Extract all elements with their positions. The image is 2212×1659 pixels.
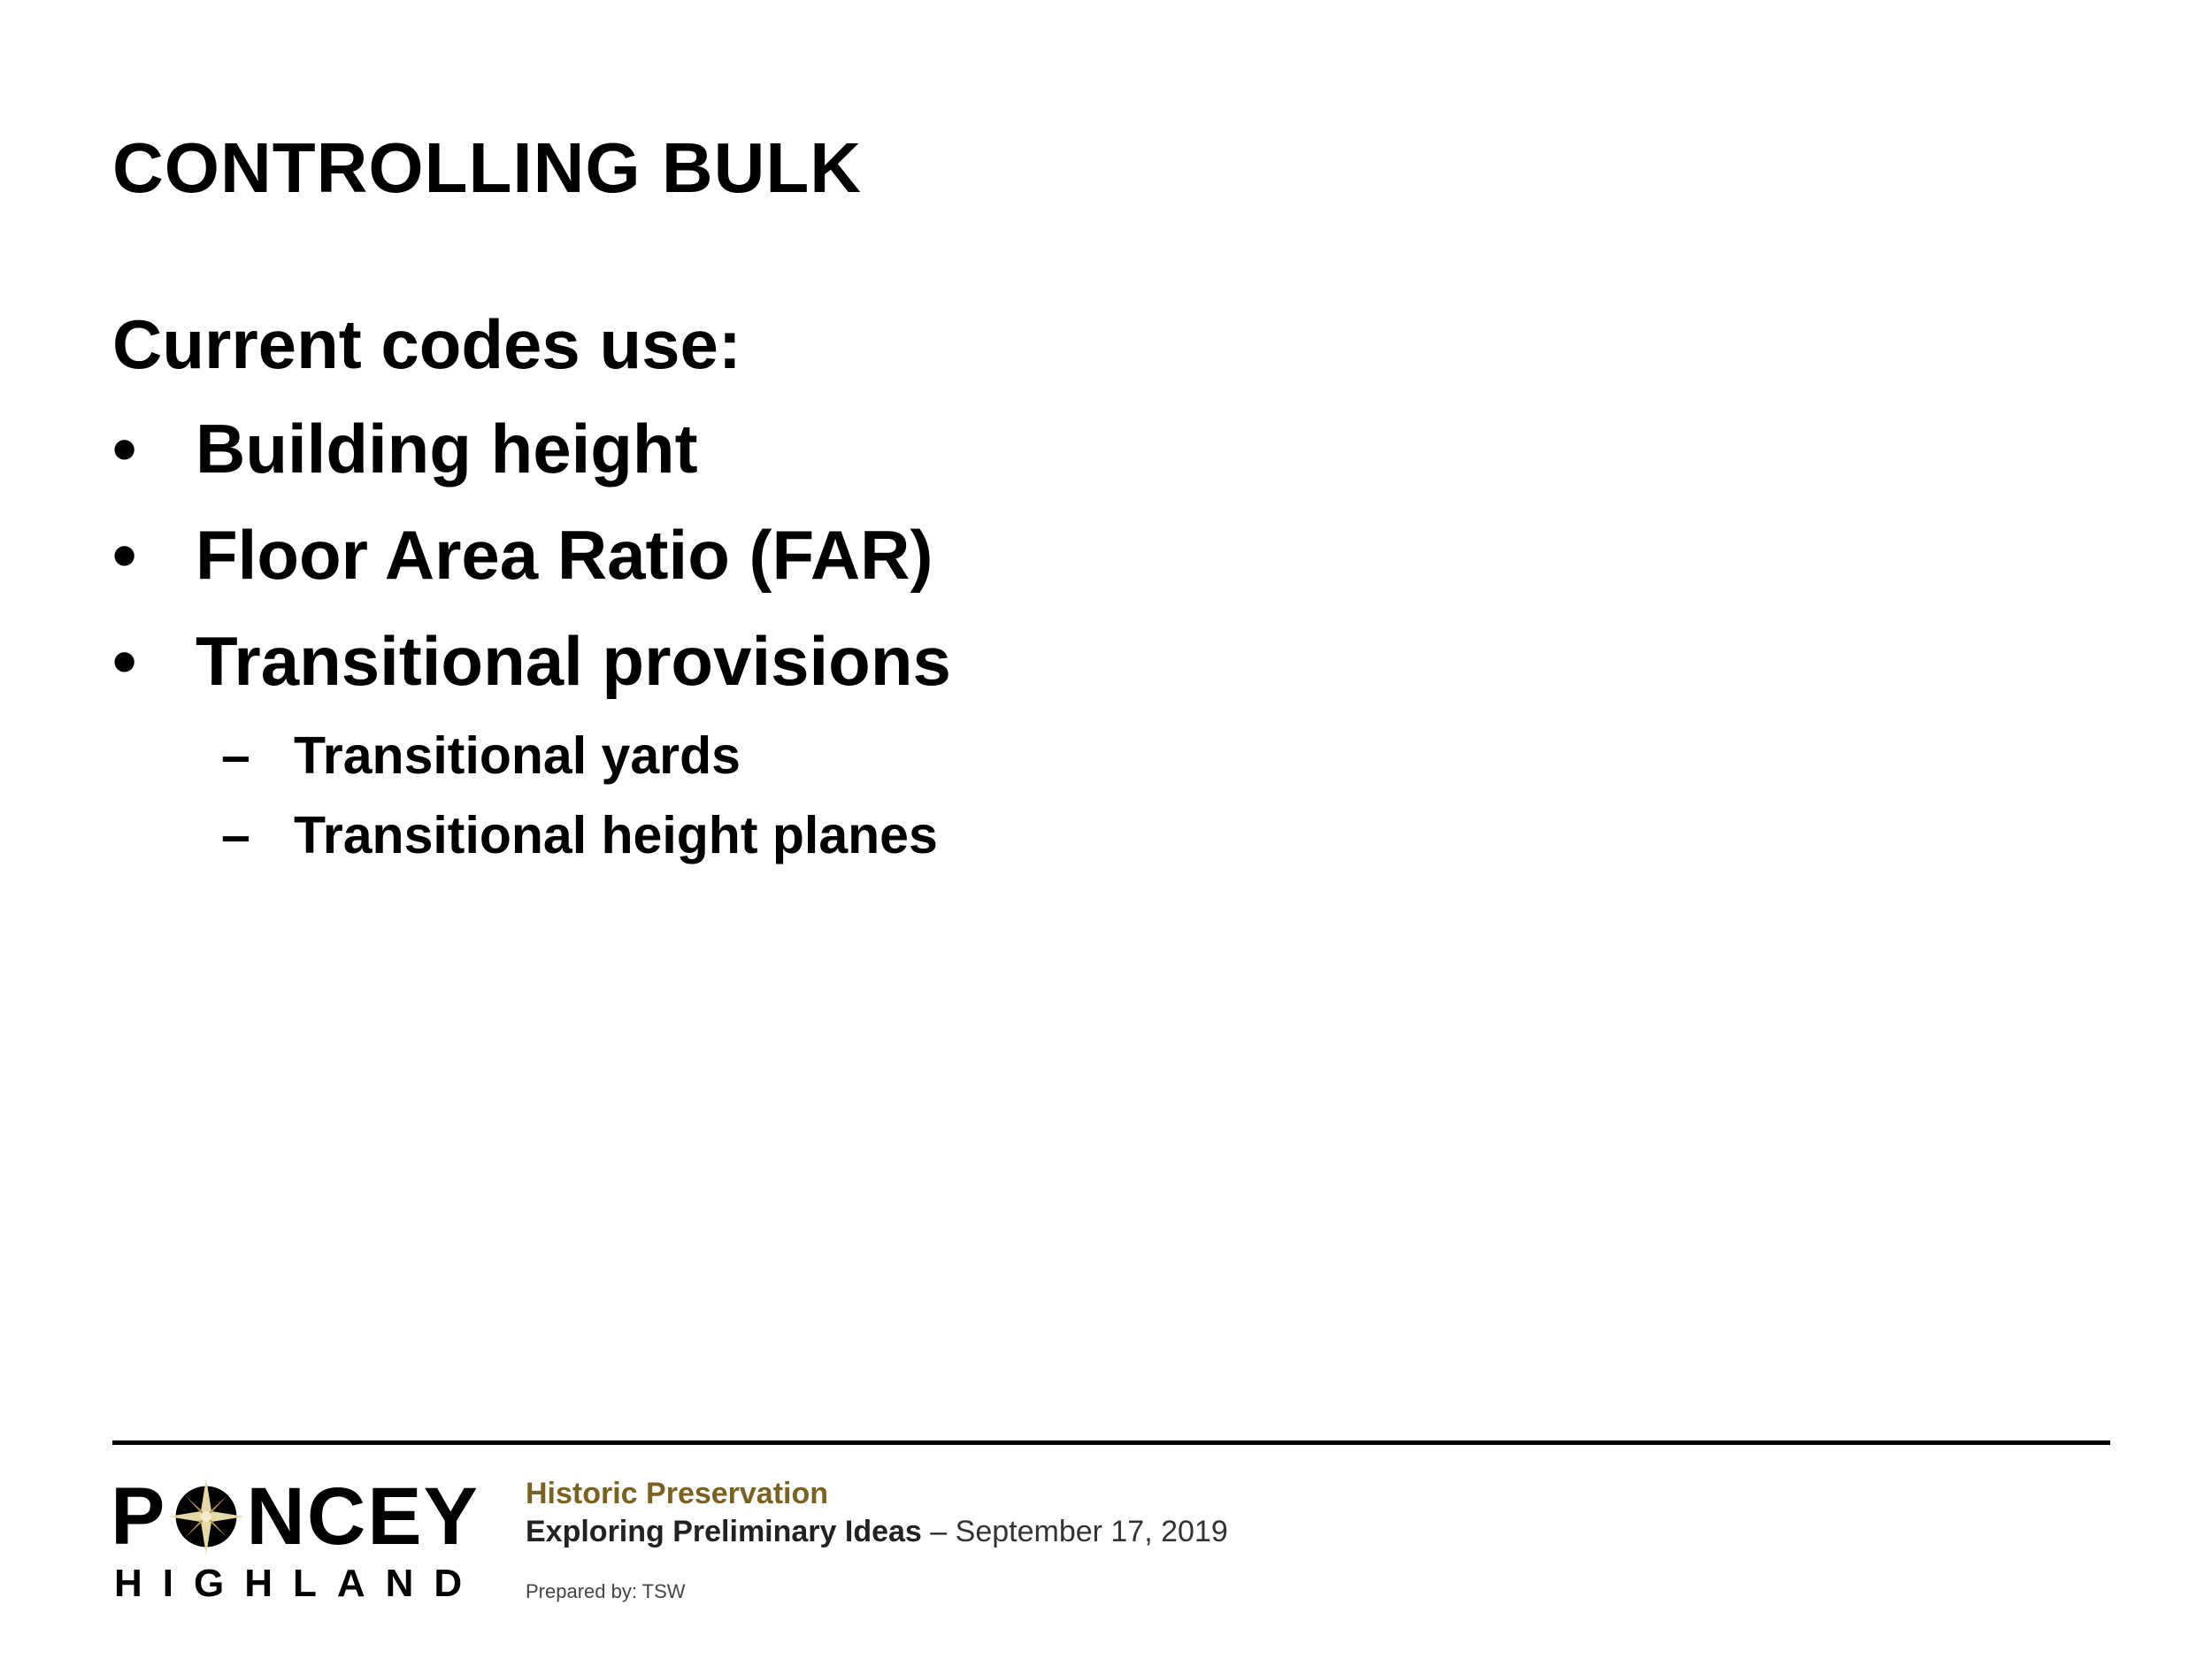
slide-title: CONTROLLING BULK xyxy=(112,128,863,207)
bullet-text: Building height xyxy=(196,410,698,488)
bullet-text: Transitional provisions xyxy=(196,622,951,700)
slide-subtitle: Current codes use: xyxy=(112,305,741,383)
sub-bullet-text: Transitional yards xyxy=(294,726,741,785)
sub-bullet-item xyxy=(221,726,741,785)
logo-wordmark-top xyxy=(111,1471,480,1562)
logo-letter-p: P xyxy=(111,1471,167,1562)
footer-prepared-by: Prepared by: TSW xyxy=(526,1580,686,1602)
sub-bullet-marker: – xyxy=(221,726,250,785)
footer-meeting-title: Exploring Preliminary Ideas xyxy=(526,1514,922,1548)
sub-bullet-item xyxy=(221,806,938,864)
bullet-item xyxy=(112,516,933,594)
bullet-marker: • xyxy=(112,622,137,700)
bullet-text: Floor Area Ratio (FAR) xyxy=(196,516,933,594)
logo-wordmark-bottom: HIGHLAND xyxy=(114,1562,483,1605)
sub-bullet-marker: – xyxy=(221,806,250,864)
poncey-highland-logo xyxy=(111,1471,500,1609)
bullet-marker: • xyxy=(112,410,137,488)
logo-letters-ncey: NCEY xyxy=(246,1471,480,1562)
bullet-item xyxy=(112,410,698,488)
footer-separator: – xyxy=(921,1514,956,1548)
footer-text-block xyxy=(526,1476,1228,1551)
footer-meeting-line xyxy=(526,1512,1228,1551)
footer-divider xyxy=(112,1440,2110,1445)
footer-project-name: Historic Preservation xyxy=(526,1477,829,1510)
sub-bullet-text: Transitional height planes xyxy=(294,806,938,864)
compass-star-icon xyxy=(168,1479,244,1555)
footer-date: September 17, 2019 xyxy=(955,1514,1228,1548)
bullet-marker: • xyxy=(112,516,137,594)
bullet-item xyxy=(112,622,951,700)
